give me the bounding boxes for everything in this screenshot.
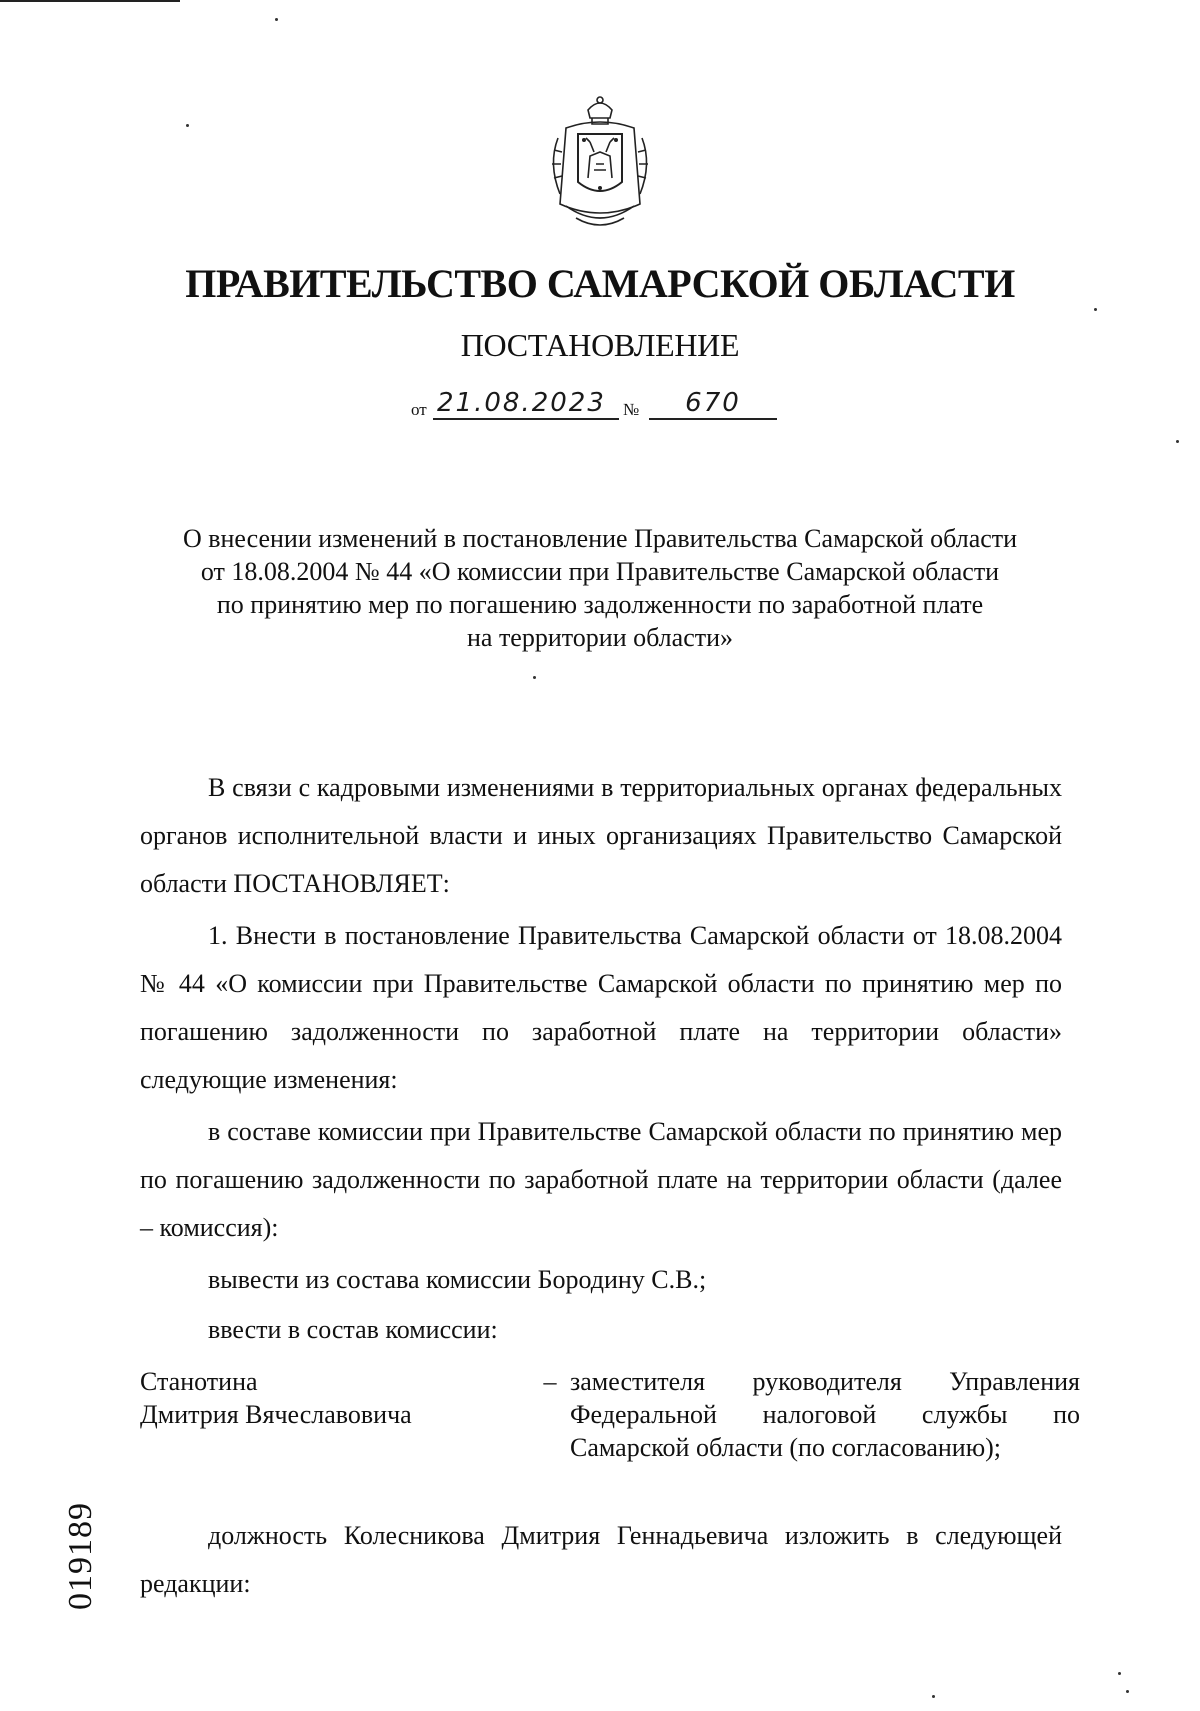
member-role-text-last: Самарской области (по согласованию); — [570, 1433, 1001, 1462]
paragraph-position-change: должность Колесникова Дмитрия Геннадьевича изложить в следующей редакции: — [140, 1521, 1062, 1598]
scan-speck — [533, 676, 536, 679]
coat-of-arms-icon — [536, 94, 664, 234]
member-name — [140, 1365, 520, 1431]
handwritten-date: 21.08.2023 — [433, 388, 619, 420]
date-number-line — [411, 388, 811, 424]
scan-speck — [275, 18, 278, 21]
handwritten-number: 670 — [649, 388, 777, 420]
paragraph-preamble: В связи с кадровыми изменениями в территориальных органах федеральных органов исполнительной власти и иных организациях Правительство Самарской области ПОСТАНОВЛЯЕТ: — [140, 773, 1062, 898]
member-role — [570, 1365, 1080, 1464]
scan-edge-line — [0, 0, 180, 2]
government-title: ПРАВИТЕЛЬСТВО САМАРСКОЙ ОБЛАСТИ — [185, 261, 1015, 306]
member-role-text: заместителя руководителя Управления Федеральной налоговой службы по — [570, 1367, 1080, 1429]
number-prefix: № — [623, 400, 640, 419]
date-prefix: от — [411, 400, 427, 419]
member-entry — [140, 1365, 1080, 1485]
scan-speck — [1126, 1690, 1129, 1693]
subject-line: О внесении изменений в постановление Правительства Самарской области — [182, 524, 1018, 553]
subject-line: от 18.08.2004 № 44 «О комиссии при Правительстве Самарской области — [200, 557, 1000, 586]
paragraph-item-1: 1. Внести в постановление Правительства Самарской области от 18.08.2004 № 44 «О комиссии при Правительстве Самарской области по принятию мер по погашению задолженности по заработной плате на территории области» следующие изменения: — [140, 921, 1062, 1094]
document-type: ПОСТАНОВЛЕНИЕ — [460, 327, 740, 363]
member-dash: – — [543, 1367, 557, 1396]
paragraph-composition: в составе комиссии при Правительстве Самарской области по принятию мер по погашению задолженности по заработной плате на территории области (далее – комиссия): — [140, 1117, 1062, 1242]
scan-speck — [1176, 440, 1179, 443]
scan-speck — [1118, 1672, 1121, 1675]
member-surname: Станотина — [140, 1367, 258, 1396]
paragraph-add-members: ввести в состав комиссии: — [208, 1315, 498, 1344]
serial-number-stamp: 019189 — [62, 1502, 99, 1610]
document-subject — [130, 522, 1070, 654]
scan-speck — [932, 1695, 935, 1698]
subject-line: по принятию мер по погашению задолженности по заработной плате — [216, 590, 984, 619]
scan-speck — [1094, 308, 1097, 311]
paragraph-remove-member: вывести из состава комиссии Бородину С.В.; — [208, 1265, 707, 1294]
scan-speck — [186, 124, 189, 127]
subject-line: на территории области» — [466, 623, 734, 652]
member-given-names: Дмитрия Вячеславовича — [140, 1400, 412, 1429]
